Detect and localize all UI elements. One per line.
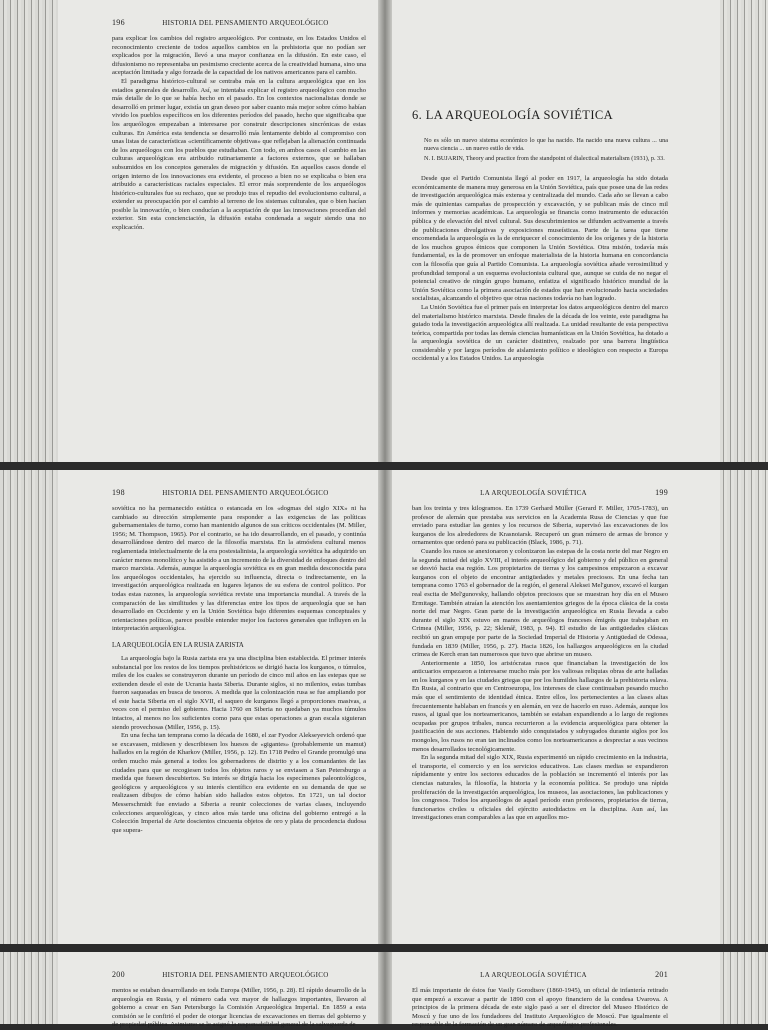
page-number: 200 [112,970,125,979]
page-number: 198 [112,488,125,497]
running-head [112,970,366,979]
paragraph: El más importante de éstos fue Vasily Gorodtsov (1860-1945), un oficial de infantería retirado que empezó a excavar a partir de 1890 con el apoyo financiero de la condesa Uvarova. A principios de la primera década de este siglo pasó a ser el director del Museo Histórico de Moscú y fue uno de los fundadores del Instituto Arqueológico de Moscú. Fue igualmente el responsable de la formación de un gran número de arqueólogos profesionales. [412,987,668,1029]
paragraph: Cuando los rusos se anexionaron y colonizaron las estepas de la costa norte del mar Negro en la segunda mitad del siglo XVIII, el interés arqueológico del gobierno y del público en general se desvió hacia esa región. Los propietarios de tierras y los campesinos empezaron a excavar kurganos con el objeto de encontrar antigüedades y metales preciosos. En una fecha tan temprana como 1763 el gobernador de la región, el general Aleksei Mel'gunov, excavó el kurgan real escita de Mel'gunovsky, hallando objetos preciosos que se muestran hoy día en el Museo Ermitage. También atraían la atención los asentamientos griegos de la época clásica de la costa norte del mar Negro. Gran parte de la investigación arqueológica en Rusia llevada a cabo durante el siglo XIX estuvo en manos de arqueólogos franceses émigrés que trabajaban en Crimea (Miller, 1956, p. 22; Sklenář, 1983, p. 94). El estudio de las antigüedades clásicas recibió un gran empuje por parte de la Sociedad Imperial de Historia y Antigüedad de Odessa, fundada en 1839 (Miller, 1956, p. 27). Hacia 1826, los hallazgos arqueológicos en la ciudad crimea de Kerch eran tan numerosos que tuvo que abrirse un museo. [412,547,668,659]
paragraph: La arqueología bajo la Rusia zarista era ya una disciplina bien establecida. El primer interés substancial por los restos de los tiempos prehistóricos se dirigió hacia los kurganos, o túmulos, miles de los cuales se construyeron durante un período de cinco mil años en las estepas que se extienden desde el este de Ucrania hasta Siberia. Durante siglos, si no milenios, estas tumbas fueron saqueadas en busca de tesoros. A medida que la colonización rusa se fue ampliando por el este hacia Siberia en el siglo XVII, el saqueo de kurganos llegó a proporciones masivas, a veces con el permiso del gobierno. Hacia 1760 en Siberia no quedaban ya muchos túmulos intactos, al menos no los suficientes como para que estas operaciones a gran escala siguieran siendo provechosas (Miller, 1956, p. 15). [112,654,366,731]
body-text [412,987,668,1030]
running-head-title: LA ARQUEOLOGÍA SOVIÉTICA [480,489,587,497]
paragraph: ban los treinta y tres kilogramos. En 1739 Gerhard Müller (Gerard F. Miller, 1705-1783), un profesor de alemán que prestaba sus servicios en la Academia Rusa de Ciencias y que fue enviado para estudiar las gentes y los recursos de Siberia, supervisó las excavaciones de los kurganos de los alrededores de Krasnoiarsk. Recuperó un gran número de armas de bronce y ornamentos que ordenó para su publicación (Black, 1986, p. 71). [412,505,668,547]
epigraph [424,137,668,163]
paragraph: soviética no ha permanecido estática o estancada en los «dogmas del siglo XIX» ni ha cambiado su dirección simplemente para responder a las exigencias de las políticas gubernamentales de turno, como han mantenido algunos de sus críticos occidentales (M. Miller, 1956; M. Thompson, 1965). Por el contrario, se ha ido desarrollando, en el pasado, y continúa desarrollándose dentro del marco de la filosofía marxista. En la atmósfera cultural menos reglamentada intelectualmente de la era postestalinista, la arqueología soviética ha adquirido un carácter menos monolítico y ha asistido a un incremento de la diversidad de enfoques dentro del marco marxista. Además, aunque la arqueología soviética es en gran medida desconocida para los arqueólogos occidentales, ha ejercido su influencia, directa o indirectamente, en la investigación arqueológica realizada en lugares lejanos de su esfera de control político. Por todas estas razones, la arqueología soviética reviste una importancia mundial. A través de la comparación de las similitudes y las diferencias entre los tipos de arqueología que se han desarrollado en Occidente y en la Unión Soviética bajo diferentes esquemas conceptuales y orientaciones políticas, parece posible entender mejor los factores generales que influyen en la interpretación arqueológica. [112,505,366,633]
paragraph: Desde que el Partido Comunista llegó al poder en 1917, la arqueología ha sido dotada económicamente de manera muy generosa en la Unión Soviética, país que posee una de las redes de investigación arqueológica más extensa y centralizada del mundo. Cada año se llevan a cabo más de quinientas campañas de prospección y excavación, y se publican más de cinco mil informes y memorias académicas. La arqueología se financia como instrumento de educación pública y de elevación del nivel cultural. Sus descubrimientos se difunden activamente a través de publicaciones divulgativas y exposiciones museísticas. Parte de la tarea que tiene encomendada la arqueología es la de enriquecer el conocimiento de los orígenes y de la historia de los muchos grupos étnicos que componen la Unión Soviética. Otra misión, todavía más fundamental, es la de promover un enfoque materialista de la historia humana en concordancia con la filosofía que guía al Partido Comunista. La arqueología soviética añade verosimilitud y profundidad temporal a un esquema evolucionista cultural que, aunque se cuida de no negar el potencial creativo de ningún grupo humano, enfatiza el significado histórico mundial de la Unión Soviética como la primera asociación de estados que han evolucionado hacia sociedades socialistas, alcanzando el objetivo que otras naciones todavía no han logrado. [412,175,668,303]
page-number: 196 [112,18,125,27]
paragraph: En la segunda mitad del siglo XIX, Rusia experimentó un rápido crecimiento en la industria, el transporte, el comercio y en los servicios educativos. Las clases medias se expandieron rápidamente y entre los sectores educados de la población se incrementó el interés por las ciencias naturales, la filosofía, la historia y la economía política. Se produjo una rápida proliferación de la investigación arqueológica, los museos, las asociaciones, las publicaciones y los congresos. Todos los arqueólogos de aquel período eran profesores, propietarios de tierras, funcionarios civiles u oficiales del ejército autodidactos en la disciplina. Aun así, las investigaciones eran comparables a las que en aquellos mo- [412,754,668,822]
paragraph: El paradigma histórico-cultural se centraba más en la cultura arqueológica que en los estadios generales de desarrollo. Así, se intentaba explicar el registro arqueológico con mucho más detalle de lo que se había hecho en el pasado. En los contextos nacionalistas donde se desarrolló en primer lugar, existía un gran deseo por saber cuanto más mejor sobre cómo habían vivido los pueblos específicos en los diferentes períodos del pasado, hecho que significaba que los arqueólogos empezaban a interesarse por construir descripciones sincrónicas de estas culturas. En América esta tendencia se desarrolló más lentamente debido al compromiso con unas listas de características «científicamente objetivas» que reflejaban la alienación continuada de los arqueólogos con los pueblos que estudiaban. Con todo, en ambos casos el cambio en las culturas arqueológicas era atribuido rutinariamente a factores externos, que se hallaban subsumidos en los conceptos generales de migración y difusión. En aquellos casos donde el origen interno de los innovaciones era evidente, el proceso a bien no se explicaba o bien era atribuido a características raciales especiales. El error más sorprendente de los arqueólogos histórico-culturales fue su rechazo, que se produjo tras el repudio del evolucionismo cultural, a extender su preocupación por el cambio al terreno de los sistemas culturales, que o bien hacían posible la innovación, o bien conducían a la aceptación de que las innovaciones procedían del exterior. Sin esta concienciación, la difusión estaba condenada a seguir siendo una no explicación. [112,77,366,232]
paragraph: mentos se estaban desarrollando en toda Europa (Miller, 1956, p. 28). El rápido desarrollo de la arqueología en Rusia, y el número cada vez mayor de hallazgos importantes, llevaron al gobierno a crear en San Petersburgo la Comisión Arqueológica Imperial. En 1859 a esta comisión se le confirió el poder de otorgar licencias de excavaciones en tierras del gobierno y de propiedad pública. Asimismo se le asignó la responsabilidad general de la salvaguarda de [112,987,366,1029]
running-head-title: HISTORIA DEL PENSAMIENTO ARQUEOLÓGICO [162,971,329,979]
book-spread-3 [0,952,768,1029]
book-spread-1 [0,0,768,462]
chapter-title: 6. LA ARQUEOLOGÍA SOVIÉTICA [412,108,614,122]
running-head-title: LA ARQUEOLOGÍA SOVIÉTICA [480,971,587,979]
running-head [112,488,366,497]
section-heading: LA ARQUEOLOGÍA EN LA RUSIA ZARISTA [112,641,244,649]
page-199 [384,470,768,944]
page-number: 201 [655,970,668,979]
running-head-title: HISTORIA DEL PENSAMIENTO ARQUEOLÓGICO [162,489,329,497]
page-197 [384,0,768,462]
page-196 [0,0,384,462]
body-text [412,505,668,823]
running-head [412,488,668,497]
body-text [112,35,366,233]
running-head-title: HISTORIA DEL PENSAMIENTO ARQUEOLÓGICO [162,19,329,27]
page-number: 199 [655,488,668,497]
body-text [112,505,366,835]
page-198 [0,470,384,944]
book-spread-2 [0,470,768,944]
body-text [112,987,366,1030]
paragraph: La Unión Soviética fue el primer país en interpretar los datos arqueológicos dentro del marco del materialismo histórico marxista. Desde finales de la década de los veinte, este paradigma ha guiado toda la investigación arqueológica allí realizada. La unidad resultante de esta perspectiva teórica, compartida por todas las demás ciencias humanísticas en la Unión Soviética, ha dotado a la arqueología soviética de un carácter distintivo, realzado por una barrera lingüística considerable y por largos períodos de aislamiento político e ideológico con respecto a Europa occidental y a los Estados Unidos. La arqueología [412,303,668,363]
paragraph: Anteriormente a 1850, los aristócratas rusos que financiaban la investigación de los anticuarios empezaron a interesarse mucho más por los valiosas reliquias obras de arte halladas en los kurganos y en las ciudades griegas que por los humildes hallazgos de la prehistoria eslava. En Rusia, al contrario que en Centroeuropa, los intereses de clase continuaban pesando mucho más que el sentimiento de identidad étnica. Entre ellos, los pertenecientes a las clases altas frecuentemente hablaban en francés y en alemán, en vez de hacerlo en ruso. Además, aunque los rusos, al igual que los norteamericanos, también se estaban expandiendo a lo largo de regiones ocupadas por grupos tribales, nunca recurrieron a la evidencia arqueológica para obtener la justificación de sus acciones. Habiendo sido conquistados y subyugados durante siglos por los mongoles, los rusos no eran tan inclinados como los norteamericanos a despreciar a sus vecinos menos desarrollados tecnológicamente. [412,659,668,753]
epigraph-attribution: N. I. BUJARIN, Theory and practice from the standpoint of dialectical materialism (1931), p. 33. [424,155,665,162]
epigraph-quote: No es sólo un nuevo sistema económico lo que ha nacido. Ha nacido una nueva cultura ... una nueva ciencia ... un nuevo estilo de vida. [424,137,668,152]
page-201 [384,952,768,1029]
running-head [112,18,366,27]
body-text [412,175,668,364]
page-200 [0,952,384,1029]
paragraph: En una fecha tan temprana como la década de 1680, el zar Fyodor Alekseyevich ordenó que se excavasen, midiesen y describiesen los huesos de «gigantes» (probablemente un mamut) hallados en la región de Kharkov (Miller, 1956, p. 12). En 1718 Pedro el Grande promulgó una orden mucho más general a todos los gobernadores de distrito y a los comandantes de las ciudades para que se recogiesen todos los objetos raros y se enviasen a San Petersburgo a medida que fuesen descubiertos. Su interés se dirigía hacia los especímenes paleontológicos, geológicos y arqueológicos y su interés científico era evidente en su demanda de que se realizasen dibujos de cómo habían sido hallados estos objetos. En 1721, un tal doctor Messerschmidt fue enviado a Siberia a reunir colecciones de varias clases, incluyendo colecciones arqueológicas, y cinco años más tarde una oficina del gobierno entregó a la Colección Imperial de Arte doscientos cincuenta objetos de oro y plata de procedencia dudosa que supera- [112,732,366,834]
paragraph: para explicar los cambios del registro arqueológico. Por contraste, en los Estados Unidos el reconocimiento creciente de todos aquellos cambios en la prehistoria que no podían ser explicados por la migración, llevó a una mayor confianza en la difusión. En este caso, el difusionismo no representaba un pesimismo creciente acerca de la creatividad humana, sino una aceptación limitada y algo forzada de la capacidad de los nativos americanos para el cambio. [112,35,366,77]
running-head [412,970,668,979]
